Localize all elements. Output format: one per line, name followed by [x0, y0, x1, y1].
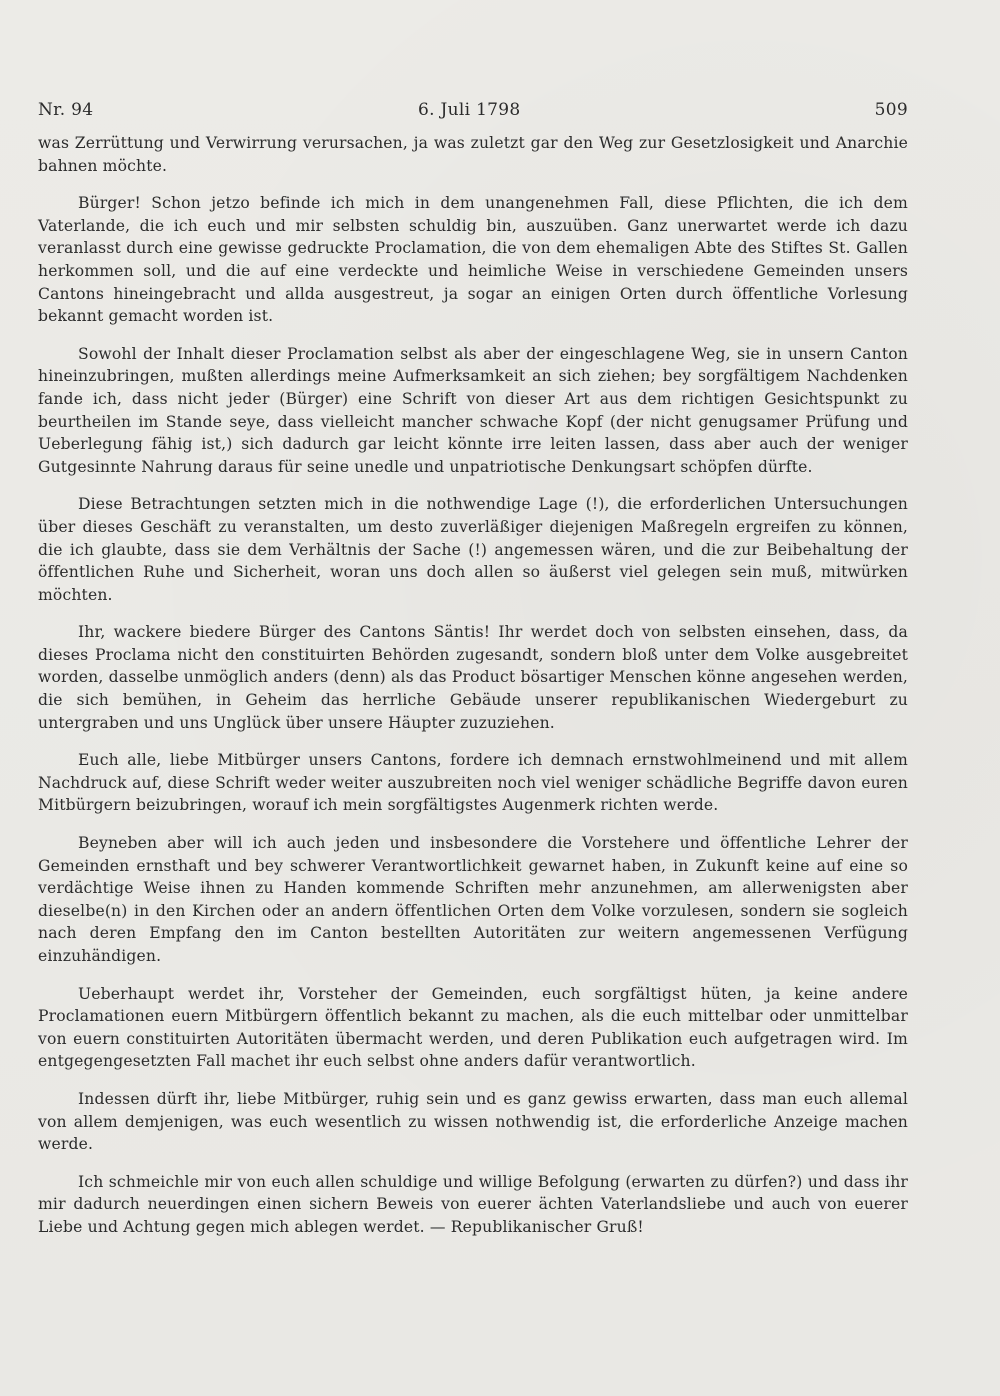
- paragraph: Ihr, wackere biedere Bürger des Cantons Säntis! Ihr werdet doch von selbsten einsehen, dass, da dieses Proclama nicht den constituirten Behörden zugesandt, sondern bloß unter dem Volke ausgebreitet worden, dasselbe unmöglich anders (denn) als das Product bösartiger Menschen könne angesehen werden, die sich bemühen, in Geheim das herrliche Gebäude unserer republikanischen Wiedergeburt zu untergraben und uns Unglück über unsere Häupter zuzuziehen.: [38, 623, 908, 732]
- document-number: Nr. 94: [38, 100, 94, 120]
- document-date: 6. Juli 1798: [418, 100, 521, 120]
- paragraph: Beyneben aber will ich auch jeden und insbesondere die Vorstehere und öffentliche Lehrer der Gemeinden ernsthaft und bey schwerer Verantwortlichkeit gewarnet haben, in Zukunft keine auf eine so verdächtige Weise ihnen zu Handen kommende Schriften mehr anzunehmen, am allerwenigsten aber dieselbe(n) in den Kirchen oder an andern öffentlichen Orten dem Volke vorzulesen, sondern sie sogleich nach deren Empfang den im Canton bestellten Autoritäten zur weitern angemessenen Verfügung einzuhändigen.: [38, 834, 908, 965]
- paragraph: Indessen dürft ihr, liebe Mitbürger, ruhig sein und es ganz gewiss erwarten, dass man euch allemal von allem demjenigen, was euch wesentlich zu wissen nothwendig ist, die erforderliche Anzeige machen werde.: [38, 1089, 908, 1154]
- paragraph: Ueberhaupt werdet ihr, Vorsteher der Gemeinden, euch sorgfältigst hüten, ja keine andere Proclamationen euern Mitbürgern öffentlich bekannt zu machen, als die euch mittelbar oder unmittelbar von euern constituirten Autoritäten übermacht werden, und deren Publikation euch aufgetragen wird. Im entgegengesetzten Fall machet ihr euch selbst ohne anders dafür verantwortlich.: [38, 984, 908, 1071]
- document-body: [38, 132, 908, 1254]
- paragraph: Ich schmeichle mir von euch allen schuldige und willige Befolgung (erwarten zu dürfen?) und dass ihr mir dadurch neuerdingen einen sichern Beweis von euerer ächten Vaterlandsliebe und auch von euerer Liebe und Achtung gegen mich ablegen werdet. — Republikanischer Gruß!: [38, 1172, 908, 1236]
- paragraph: Bürger! Schon jetzo befinde ich mich in dem unangenehmen Fall, diese Pflichten, die ich dem Vaterlande, die ich euch und mir selbsten schuldig bin, auszuüben. Ganz unerwartet werde ich dazu veranlasst durch eine gewisse gedruckte Proclamation, die von dem ehemaligen Abte des Stiftes St. Gallen herkommen soll, und die auf eine verdeckte und heimliche Weise in verschiedene Gemeinden unsers Cantons hineingebracht und allda ausgestreut, ja sogar an einigen Orten durch öffentliche Vorlesung bekannt gemacht worden ist.: [38, 194, 908, 326]
- paragraph: Euch alle, liebe Mitbürger unsers Cantons, fordere ich demnach ernstwohlmeinend und mit allem Nachdruck auf, diese Schrift weder weiter auszubreiten noch viel weniger schädliche Begriffe davon euren Mitbürgern beizubringen, worauf ich mein sorgfältigstes Augenmerk richten werde.: [38, 751, 908, 815]
- paragraph: Diese Betrachtungen setzten mich in die nothwendige Lage (!), die erforderlichen Untersuchungen über dieses Geschäft zu veranstalten, um desto zuverläßiger diejenigen Maßregeln ergreifen zu können, die ich glaubte, dass sie dem Verhältnis der Sache (!) angemessen wären, und die zur Beibehaltung der öffentlichen Ruhe und Sicherheit, woran uns doch allen so äußerst viel gelegen sein muß, mitwürken möchten.: [38, 495, 908, 604]
- page-number: 509: [874, 100, 908, 120]
- paragraph: was Zerrüttung und Verwirrung verursachen, ja was zuletzt gar den Weg zur Gesetzlosigkeit und Anarchie bahnen möchte.: [38, 134, 908, 175]
- paragraph: Sowohl der Inhalt dieser Proclamation selbst als aber der eingeschlagene Weg, sie in unsern Canton hineinzubringen, mußten allerdings meine Aufmerksamkeit an sich ziehen; bey sorgfältigem Nachdenken fande ich, dass nicht jeder (Bürger) eine Schrift von dieser Art aus dem richtigen Gesichtspunkt zu beurtheilen im Stande seye, dass vielleicht mancher schwache Kopf (der nicht genugsamer Prüfung und Ueberlegung fähig ist,) sich dadurch gar leicht könnte irre leiten lassen, dass aber auch der weniger Gutgesinnte Nahrung daraus für seine unedle und unpatriotische Denkungsart schöpfen dürfte.: [38, 344, 908, 476]
- page-header: [38, 100, 908, 124]
